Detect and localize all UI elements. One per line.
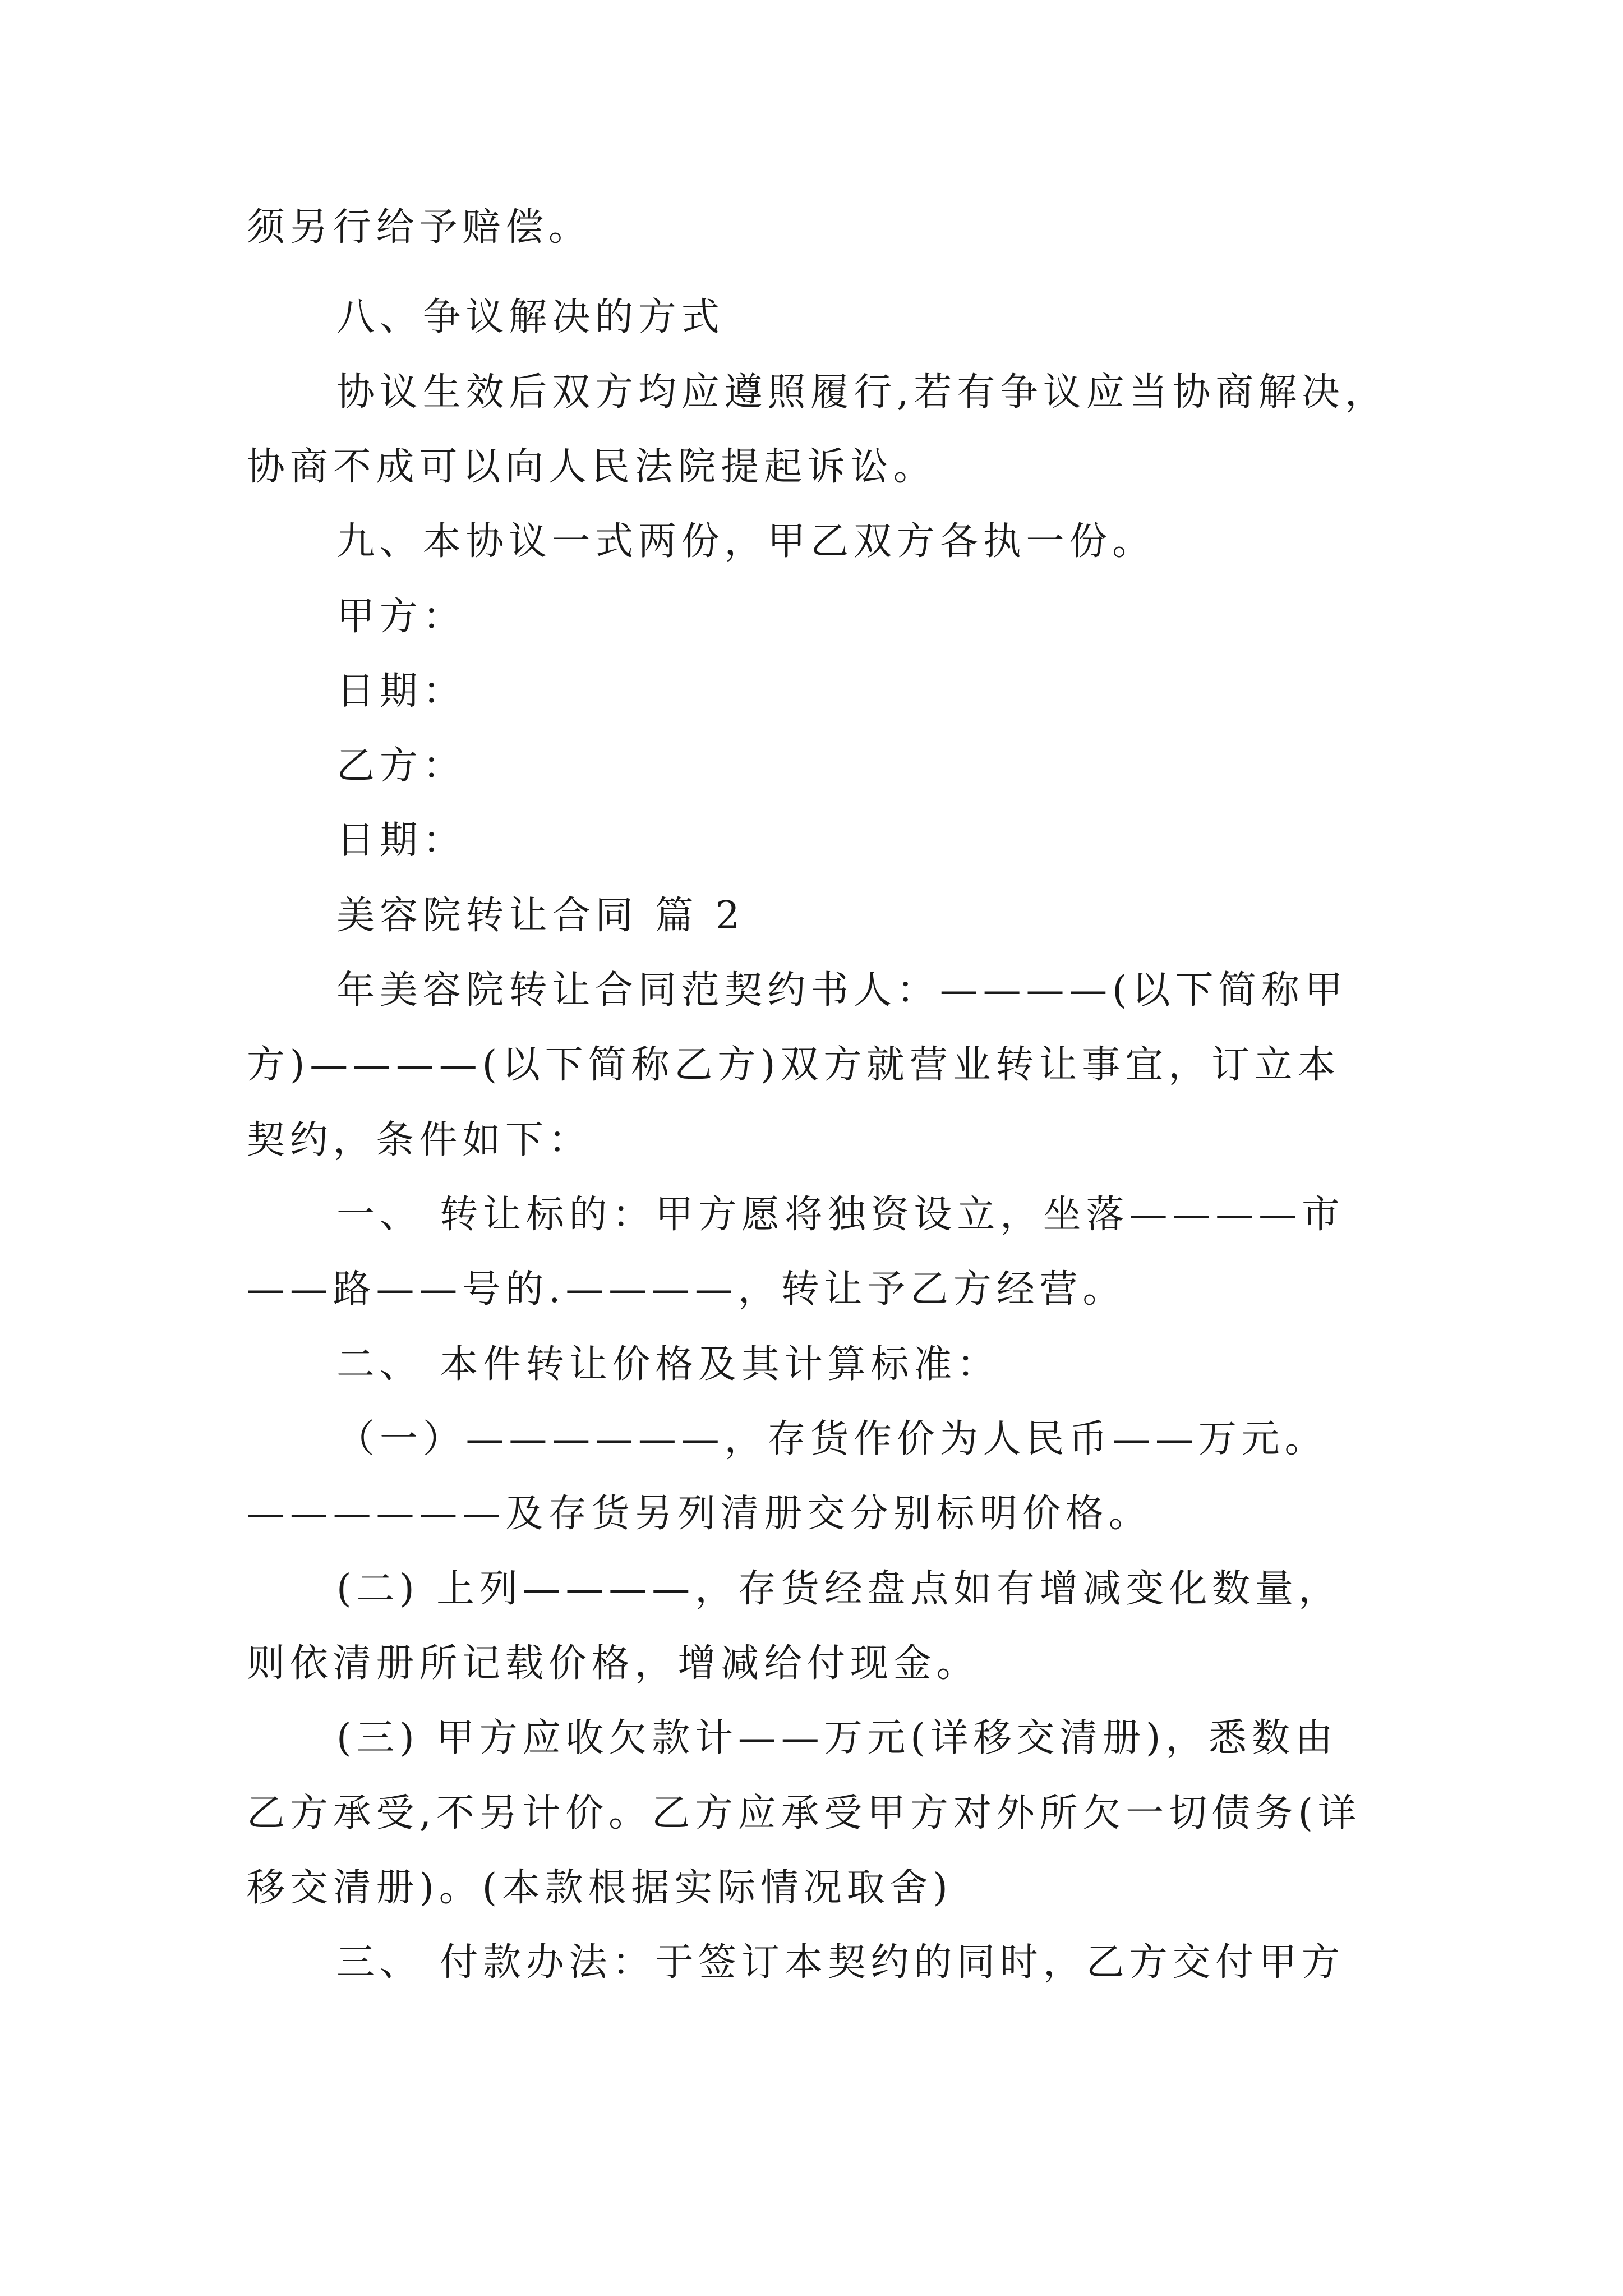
text-line: (二) 上列————，存货经盘点如有增减变化数量， <box>336 1567 1341 1611</box>
clause-heading: 一、 转让标的：甲方愿将独资设立，坐落————市 <box>336 1193 1345 1237</box>
text-line: 协议生效后双方均应遵照履行,若有争议应当协商解决， <box>336 370 1388 415</box>
text-line: 移交清册)。(本款根据实际情况取舍) <box>247 1866 953 1910</box>
text-line: （一）——————，存货作价为人民币——万元。 <box>336 1417 1328 1461</box>
text-line: 须另行给予赔偿。 <box>247 205 592 250</box>
signature-party-b: 乙方： <box>336 744 466 788</box>
clause-heading: 三、 付款办法：于签订本契约的同时，乙方交付甲方 <box>336 1940 1345 1985</box>
text-line: ——————及存货另列清册交分别标明价格。 <box>247 1492 1152 1536</box>
text-line: (三) 甲方应收欠款计——万元(详移交清册)，悉数由 <box>336 1716 1338 1760</box>
text-line: 协商不成可以向人民法院提起诉讼。 <box>247 445 937 489</box>
text-line: 年美容院转让合同范契约书人：————(以下简称甲 <box>336 968 1348 1013</box>
signature-party-a: 甲方： <box>336 595 466 639</box>
text-line: 九、本协议一式两份，甲乙双方各执一份。 <box>336 519 1155 564</box>
text-line: 契约，条件如下： <box>247 1118 592 1162</box>
clause-heading: 二、 本件转让价格及其计算标准： <box>336 1342 1000 1387</box>
section-title: 美容院转让合同 篇 2 <box>336 894 745 938</box>
text-line: 方)————(以下简称乙方)双方就营业转让事宜，订立本 <box>247 1043 1341 1087</box>
text-line: ——路——号的.————，转让予乙方经营。 <box>247 1267 1126 1312</box>
text-line: 则依清册所记载价格，增减给付现金。 <box>247 1641 980 1686</box>
text-line: 乙方承受,不另计价。乙方应承受甲方对外所欠一切债务(详 <box>247 1791 1361 1835</box>
signature-date-a: 日期： <box>336 669 466 714</box>
signature-date-b: 日期： <box>336 818 466 863</box>
section-heading: 八、争议解决的方式 <box>336 295 725 339</box>
